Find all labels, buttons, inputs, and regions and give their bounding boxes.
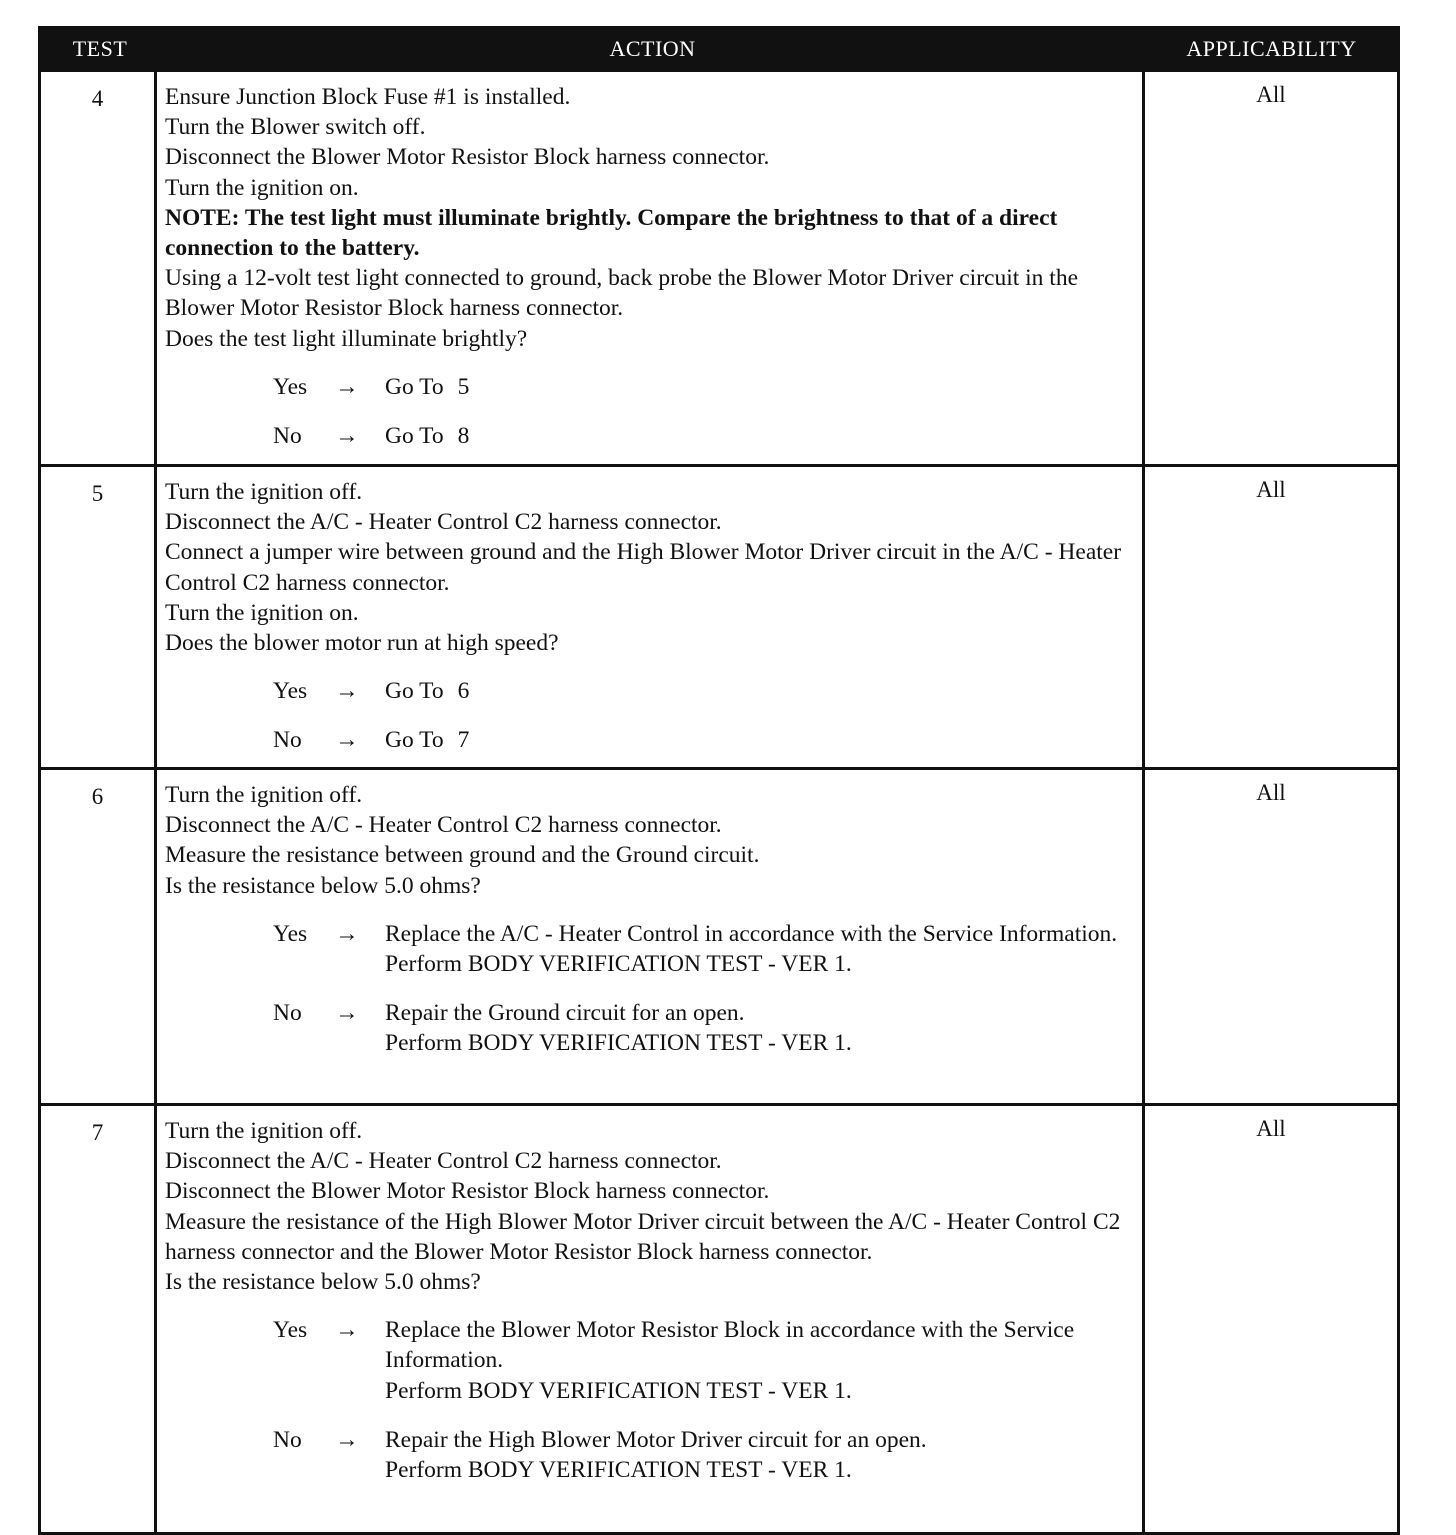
answer-text: Repair the Ground circuit for an open.: [385, 1000, 745, 1027]
goto-number: 6: [457, 678, 470, 705]
action-cell: [157, 467, 1145, 767]
goto-text: Go To: [385, 373, 444, 400]
action-step: Disconnect the A/C - Heater Control C2 harness connector.: [165, 812, 722, 839]
answer-no: [273, 1425, 1136, 1485]
test-number: 6: [41, 770, 157, 1103]
action-step: Turn the ignition on.: [165, 599, 359, 626]
answer-text: Repair the High Blower Motor Driver circuit for an open.: [385, 1426, 927, 1453]
answer-label: Yes: [273, 373, 308, 400]
answer-body: [385, 998, 1136, 1058]
answer-no: [273, 725, 1136, 755]
arrow-icon: →: [335, 1000, 359, 1027]
answer-text: Perform BODY VERIFICATION TEST - VER 1.: [385, 1030, 852, 1057]
table-row: [41, 69, 1397, 464]
header-test: TEST: [72, 36, 128, 61]
table-row: [41, 464, 1397, 767]
test-number: 7: [41, 1106, 157, 1532]
action-step: Connect a jumper wire between ground and the High Blower Motor Driver circuit in the A/C - Heater Control C2 harness connector.: [165, 539, 1122, 596]
action-step: Turn the Blower switch off.: [165, 114, 426, 141]
answer-label: No: [273, 423, 302, 450]
answer-no: [273, 421, 1136, 451]
answer-yes: [273, 1315, 1136, 1406]
answer-yes: [273, 919, 1136, 979]
action-step: Measure the resistance between ground and the Ground circuit.: [165, 842, 760, 869]
arrow-icon: →: [335, 678, 359, 705]
answer-label: Yes: [273, 678, 308, 705]
answer-label: No: [273, 1000, 302, 1027]
action-step: Turn the ignition off.: [165, 479, 363, 505]
table-row: [41, 1103, 1397, 1532]
action-step: Disconnect the A/C - Heater Control C2 harness connector.: [165, 1148, 722, 1175]
answers: [273, 1315, 1136, 1485]
answer-text: Replace the Blower Motor Resistor Block in accordance with the Service Information.: [385, 1317, 1075, 1374]
table-header: [41, 29, 1397, 69]
action-step: Turn the ignition off.: [165, 1118, 363, 1144]
diagnostic-table: [38, 26, 1400, 1535]
note-text: NOTE: The test light must illuminate brightly. Compare the brightness to that of a direct connection to the battery.: [165, 204, 1058, 262]
action-cell: [157, 1106, 1145, 1532]
answers: [273, 919, 1136, 1059]
goto-number: 8: [457, 423, 470, 450]
action-question: Is the resistance below 5.0 ohms?: [165, 1269, 481, 1296]
answer-text: Perform BODY VERIFICATION TEST - VER 1.: [385, 1457, 852, 1484]
answer-label: Yes: [273, 920, 308, 947]
goto-text: Go To: [385, 727, 444, 754]
action-step: Turn the ignition off.: [165, 782, 363, 808]
arrow-icon: →: [335, 1426, 359, 1453]
answer-label: No: [273, 1426, 302, 1453]
answers: [273, 676, 1136, 755]
header-action: ACTION: [609, 36, 696, 61]
arrow-icon: →: [335, 423, 359, 450]
arrow-icon: →: [335, 920, 359, 947]
answer-no: [273, 998, 1136, 1058]
action-step: Turn the ignition on.: [165, 174, 359, 201]
applicability-cell: All: [1256, 780, 1286, 805]
action-step: Disconnect the Blower Motor Resistor Block harness connector.: [165, 1178, 770, 1205]
goto-text: Go To: [385, 678, 444, 705]
test-number: 5: [41, 467, 157, 767]
action-question: Is the resistance below 5.0 ohms?: [165, 872, 481, 899]
answer-label: Yes: [273, 1317, 308, 1344]
applicability-cell: All: [1256, 477, 1286, 502]
action-question: Does the blower motor run at high speed?: [165, 630, 559, 657]
goto-number: 5: [457, 373, 470, 400]
answer-yes: [273, 372, 1136, 402]
answer-yes: [273, 676, 1136, 706]
action-cell: [157, 72, 1145, 464]
action-step: Disconnect the Blower Motor Resistor Block harness connector.: [165, 144, 770, 171]
action-step: Measure the resistance of the High Blower Motor Driver circuit between the A/C - Heater Control C2 harness connector and the Blower Motor Resistor Block harness connector.: [165, 1208, 1121, 1265]
action-step: Using a 12-volt test light connected to ground, back probe the Blower Motor Driver circuit in the Blower Motor Resistor Block harness connector.: [165, 265, 1079, 322]
action-step: Ensure Junction Block Fuse #1 is installed.: [165, 84, 571, 110]
arrow-icon: →: [335, 1317, 359, 1344]
arrow-icon: →: [335, 727, 359, 754]
answer-text: Perform BODY VERIFICATION TEST - VER 1.: [385, 951, 852, 978]
action-cell: [157, 770, 1145, 1103]
table-row: [41, 767, 1397, 1103]
action-step: Disconnect the A/C - Heater Control C2 harness connector.: [165, 509, 722, 536]
answers: [273, 372, 1136, 451]
action-question: Does the test light illuminate brightly?: [165, 325, 528, 352]
goto-text: Go To: [385, 423, 444, 450]
header-applicability: APPLICABILITY: [1186, 36, 1357, 61]
test-number: 4: [41, 72, 157, 464]
answer-body: [385, 919, 1136, 979]
answer-text: Perform BODY VERIFICATION TEST - VER 1.: [385, 1377, 852, 1404]
applicability-cell: All: [1256, 1116, 1286, 1141]
answer-label: No: [273, 727, 302, 754]
applicability-cell: All: [1256, 82, 1286, 107]
answer-body: [385, 1425, 1136, 1485]
answer-text: Replace the A/C - Heater Control in accordance with the Service Information.: [385, 920, 1118, 947]
goto-number: 7: [457, 727, 470, 754]
answer-body: [385, 1315, 1136, 1406]
arrow-icon: →: [335, 373, 359, 400]
